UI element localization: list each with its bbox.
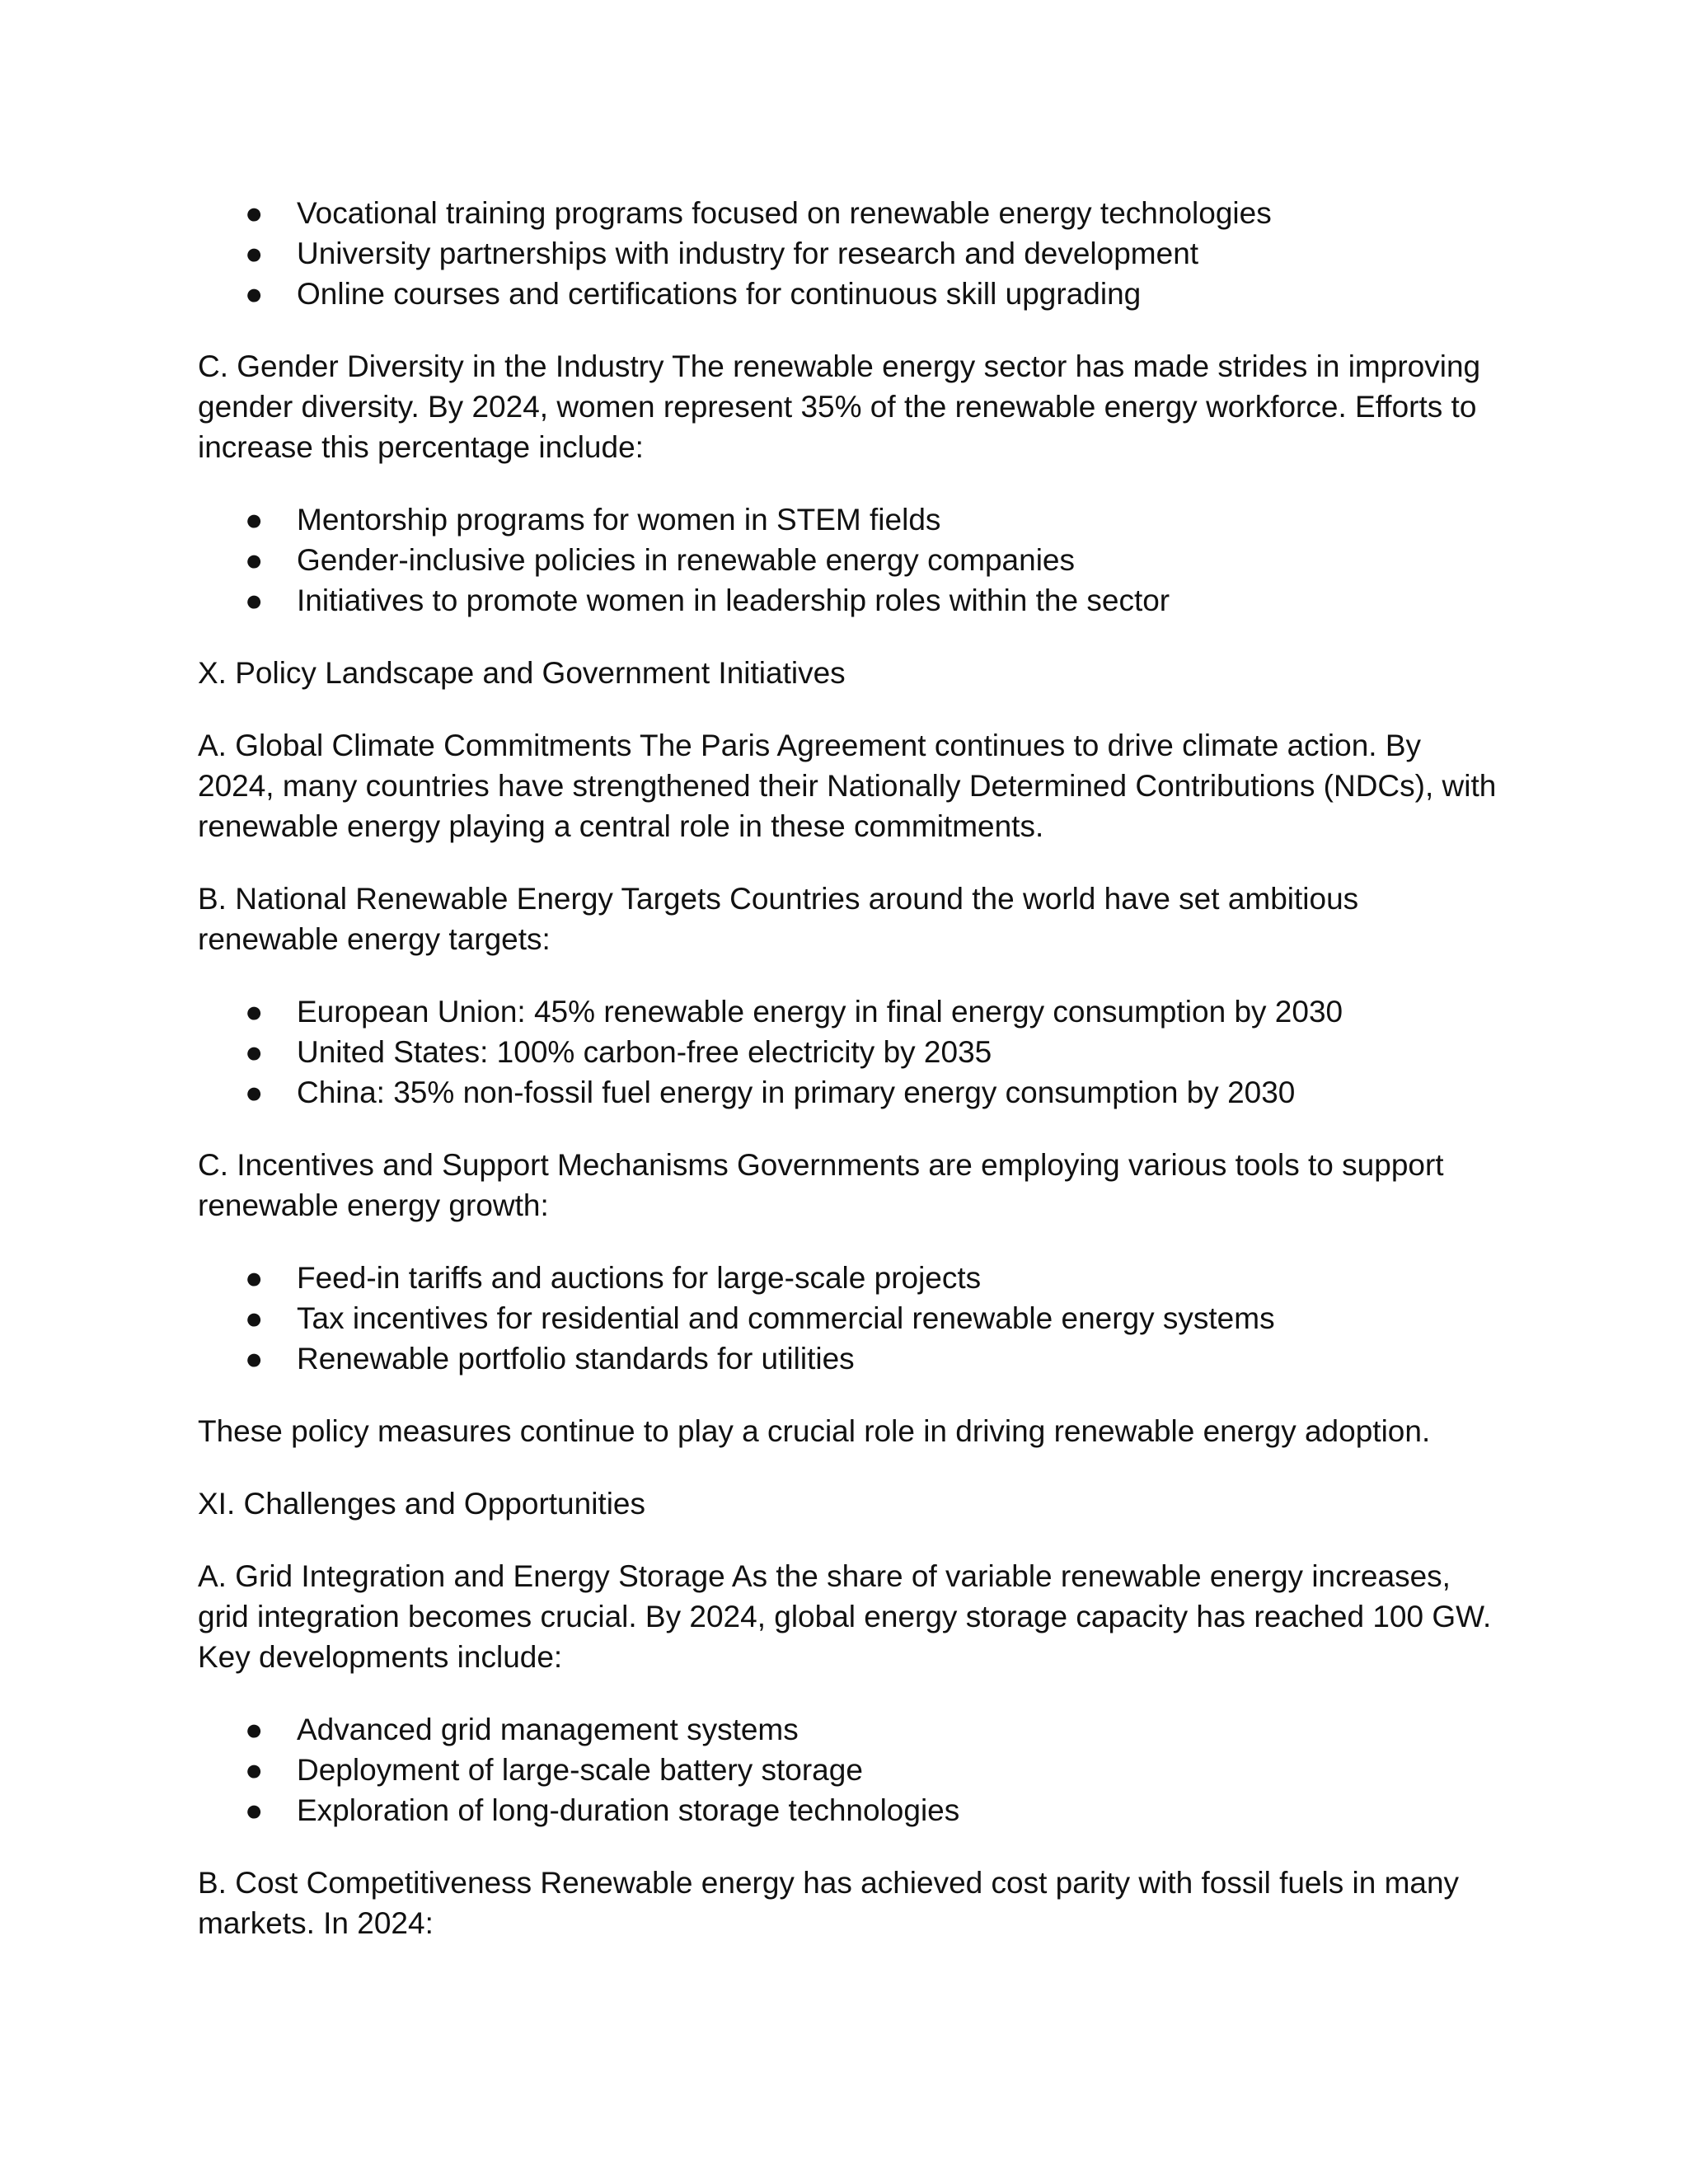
bullet-icon: ● [245, 1035, 264, 1069]
list-item: ● Renewable portfolio standards for utilities [198, 1338, 1500, 1379]
bullet-icon: ● [245, 503, 264, 537]
bullet-icon: ● [245, 277, 264, 311]
paragraph-cost-competitiveness: B. Cost Competitiveness Renewable energy has achieved cost parity with fossil fuels in many markets. In 2024: [198, 1866, 1460, 1940]
list-item: ● Online courses and certifications for continuous skill upgrading [198, 274, 1500, 314]
list-item: ● Initiatives to promote women in leadership roles within the sector [198, 580, 1500, 621]
bullet-icon: ● [245, 196, 264, 230]
paragraph-climate-commitments: A. Global Climate Commitments The Paris Agreement continues to drive climate action. By 2024, many countries have strengthened their Nationally Determined Contributions (NDCs), with renewable energy playing a central role in these commitments. [198, 729, 1497, 843]
bullet-list-gender [198, 499, 1500, 621]
bullet-icon: ● [245, 1261, 264, 1295]
list-item: ● Gender-inclusive policies in renewable energy companies [198, 540, 1500, 580]
paragraph-policy-summary: These policy measures continue to play a crucial role in driving renewable energy adoption. [198, 1414, 1431, 1448]
list-item: ● Exploration of long-duration storage technologies [198, 1790, 1500, 1830]
list-item: ● Advanced grid management systems [198, 1709, 1500, 1750]
list-item: ● Mentorship programs for women in STEM fields [198, 499, 1500, 540]
bullet-icon: ● [245, 583, 264, 617]
paragraph-incentives: C. Incentives and Support Mechanisms Governments are employing various tools to support renewable energy growth: [198, 1148, 1444, 1222]
bullet-icon: ● [245, 1301, 264, 1335]
bullet-icon: ● [245, 1713, 264, 1746]
bullet-icon: ● [245, 1793, 264, 1827]
list-item: ● Tax incentives for residential and commercial renewable energy systems [198, 1298, 1500, 1338]
bullet-list-incentives [198, 1258, 1500, 1379]
paragraph-national-targets: B. National Renewable Energy Targets Countries around the world have set ambitious renewable energy targets: [198, 882, 1359, 956]
section-heading-policy: X. Policy Landscape and Government Initiatives [198, 656, 846, 690]
list-item: ● University partnerships with industry for research and development [198, 233, 1500, 274]
paragraph-gender-diversity: C. Gender Diversity in the Industry The renewable energy sector has made strides in improving gender diversity. By 2024, women represent 35% of the renewable energy workforce. Efforts to increase this percentage include: [198, 349, 1481, 464]
list-item: ● Vocational training programs focused on renewable energy technologies [198, 193, 1500, 233]
list-item: ● Feed-in tariffs and auctions for large-scale projects [198, 1258, 1500, 1298]
list-item: ● Deployment of large-scale battery storage [198, 1750, 1500, 1790]
bullet-list-training [198, 193, 1500, 314]
bullet-icon: ● [245, 1753, 264, 1787]
bullet-icon: ● [245, 1342, 264, 1376]
list-item: ● China: 35% non-fossil fuel energy in primary energy consumption by 2030 [198, 1072, 1500, 1113]
list-item: ● European Union: 45% renewable energy in final energy consumption by 2030 [198, 991, 1500, 1032]
bullet-icon: ● [245, 543, 264, 577]
bullet-list-grid [198, 1709, 1500, 1830]
paragraph-grid-integration: A. Grid Integration and Energy Storage As the share of variable renewable energy increases, grid integration becomes crucial. By 2024, global energy storage capacity has reached 100 GW. Key developments include: [198, 1559, 1492, 1674]
section-heading-challenges: XI. Challenges and Opportunities [198, 1487, 646, 1521]
document-page [198, 193, 1500, 1975]
list-item: ● United States: 100% carbon-free electricity by 2035 [198, 1032, 1500, 1072]
bullet-icon: ● [245, 1076, 264, 1109]
bullet-list-targets [198, 991, 1500, 1113]
bullet-icon: ● [245, 237, 264, 270]
bullet-icon: ● [245, 995, 264, 1029]
